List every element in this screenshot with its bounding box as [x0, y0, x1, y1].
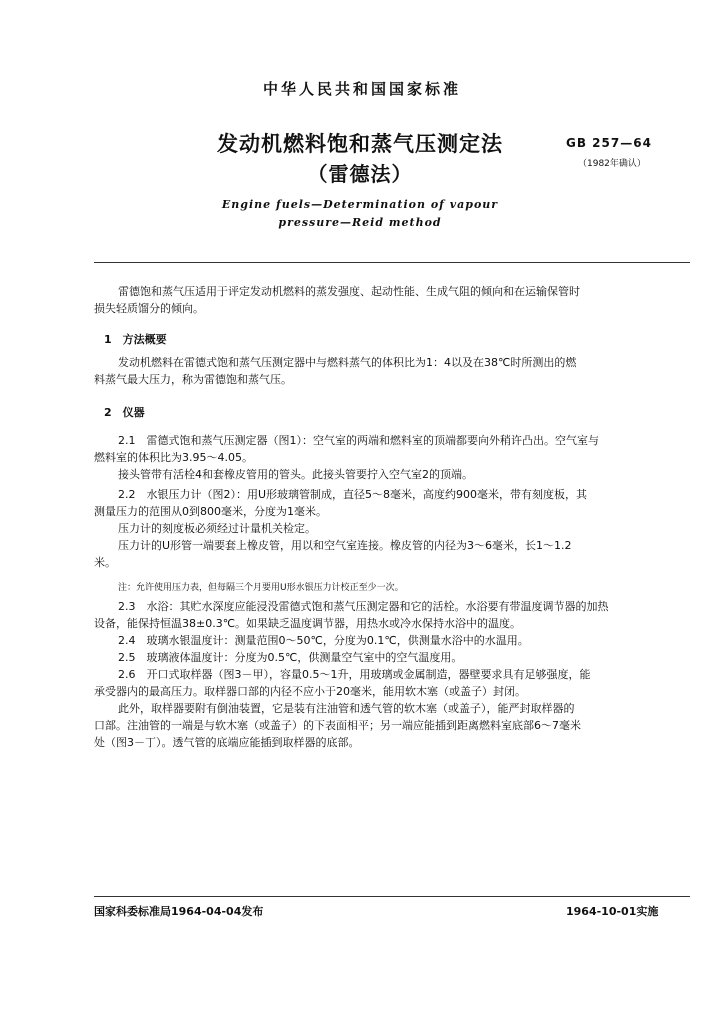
standard-code: GB 257—64 — [566, 136, 652, 150]
item-line: 2.3 水浴：其贮水深度应能浸没雷德式饱和蒸气压测定器和它的活栓。水浴要有带温度调节器的加热 — [118, 600, 609, 613]
item-line: 2.2 水银压力计（图2）：用U形玻璃管制成，直径5～8毫米，高度约900毫米，带有刻度板，其 — [118, 488, 588, 501]
note-text: 注：允许使用压力表，但每隔三个月要用U形水银压力计校正至少一次。 — [118, 583, 404, 593]
intro-paragraph — [94, 283, 688, 317]
intro-line: 损失轻质馏分的倾向。 — [94, 302, 204, 315]
item-line: 压力计的刻度板必须经过计量机关检定。 — [118, 522, 316, 535]
item-line: 压力计的U形管一端要套上橡皮管，用以和空气室连接。橡皮管的内径为3～6毫米，长1～1.2 — [118, 539, 572, 552]
header-divider — [94, 262, 690, 263]
footer-divider — [94, 896, 690, 897]
issue-date: 国家科委标准局1964-04-04发布 — [94, 905, 264, 918]
section1-paragraph — [94, 354, 688, 388]
item-line: 燃料室的体积比为3.95～4.05。 — [94, 451, 253, 464]
confirmation-note: （1982年确认） — [578, 159, 646, 169]
item-line: 承受器内的最高压力。取样器口部的内径不应小于20毫米，能用软木塞（或盖子）封闭。 — [94, 685, 526, 698]
item-2-3 — [94, 598, 688, 751]
item-line: 2.6 开口式取样器（图3－甲），容量0.5～1升，用玻璃或金属制造，器壁要求具有足够强度，能 — [118, 668, 591, 681]
english-title-line2: pressure—Reid method — [278, 216, 442, 229]
item-line: 接头管带有活栓4和套橡皮管用的管头。此接头管要拧入空气室2的顶端。 — [118, 468, 473, 481]
page-title: 发动机燃料饱和蒸气压测定法 — [217, 132, 503, 156]
item-line: 测量压力的范围从0到800毫米，分度为1毫米。 — [94, 505, 327, 518]
section1-line: 料蒸气最大压力，称为雷德饱和蒸气压。 — [94, 373, 292, 386]
section-heading: 2 仪器 — [104, 406, 145, 419]
section-heading: 1 方法概要 — [104, 333, 167, 346]
item-line: 2.1 雷德式饱和蒸气压测定器（图1）：空气室的两端和燃料室的顶端都要向外稍许凸出。空气室与 — [118, 434, 599, 447]
item-2-2 — [94, 486, 688, 571]
item-line: 口部。注油管的一端是与软木塞（或盖子）的下表面相平；另一端应能插到距离燃料室底部6～7毫米 — [94, 719, 581, 732]
item-line: 米。 — [94, 556, 116, 569]
item-line: 2.4 玻璃水银温度计：测量范围0～50℃，分度为0.1℃，供测量水浴中的水温用。 — [118, 634, 529, 647]
standard-org: 中华人民共和国国家标准 — [262, 80, 461, 98]
section1-line: 发动机燃料在雷德式饱和蒸气压测定器中与燃料蒸气的体积比为1：4以及在38℃时所测出的燃 — [118, 356, 577, 369]
page-subtitle: （雷德法） — [307, 162, 413, 186]
item-line: 处（图3－丁）。透气管的底端应能插到取样器的底部。 — [94, 736, 360, 749]
effective-date: 1964-10-01实施 — [566, 905, 659, 918]
intro-line: 雷德饱和蒸气压适用于评定发动机燃料的蒸发强度、起动性能、生成气阻的倾向和在运输保管时 — [118, 285, 580, 298]
item-line: 2.5 玻璃液体温度计：分度为0.5℃，供测量空气室中的空气温度用。 — [118, 651, 463, 664]
item-line: 此外，取样器要附有倒油装置，它是装有注油管和透气管的软木塞（或盖子），能严封取样器的 — [118, 702, 575, 715]
item-2-1 — [94, 432, 688, 483]
english-title-line1: Engine fuels—Determination of vapour — [221, 198, 499, 211]
item-line: 设备，能保持恒温38±0.3℃。如果缺乏温度调节器，用热水或冷水保持水浴中的温度。 — [94, 617, 522, 630]
